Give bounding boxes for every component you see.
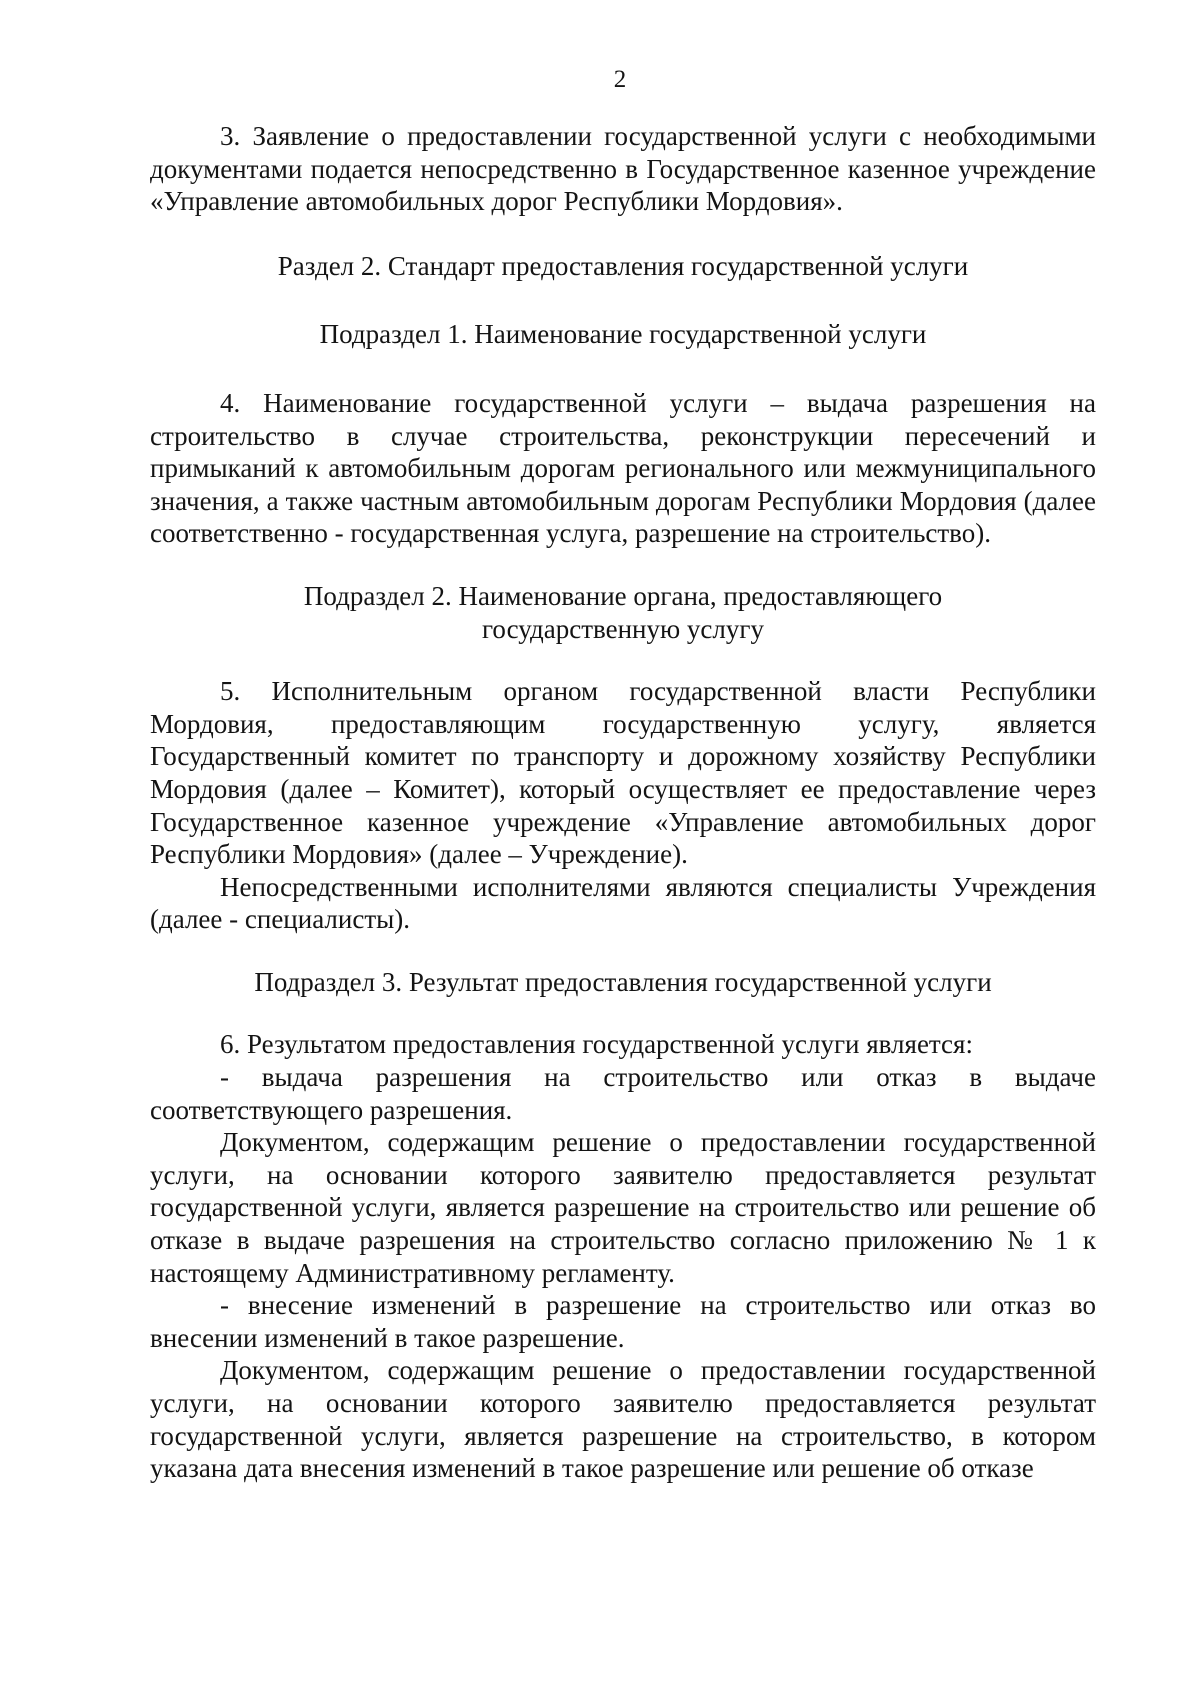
subsection-2-title xyxy=(150,580,1096,645)
document-body xyxy=(150,120,1096,1485)
paragraph-6-document-changes: Документом, содержащим решение о предоставлении государственной услуги, на основании которого заявителю предоставляется результат государственной услуги, является разрешение на строительство, в котором указана дата внесения изменений в такое разрешение или решение об отказе xyxy=(150,1355,1096,1484)
paragraph-5: 5. Исполнительным органом государственной власти Республики Мордовия, предоставляющим государственную услугу, является Государственный комитет по транспорту и дорожному хозяйству Республики Мордовия (далее – Комитет), который осуществляет ее предоставление через Государственное казенное учреждение «Управление автомобильных дорог Республики Мордовия» (далее – Учреждение). xyxy=(150,676,1096,870)
paragraph-4: 4. Наименование государственной услуги – выдача разрешения на строительство в случае строительства, реконструкции пересечений и примыканий к автомобильным дорогам регионального или межмуниципального значения, а также частным автомобильным дорогам Республики Мордовия (далее соответственно - государственная услуга, разрешение на строительство). xyxy=(150,387,1096,549)
subsection-2-title-line-1: Подраздел 2. Наименование органа, предоставляющего xyxy=(303,580,943,611)
section-2-title: Раздел 2. Стандарт предоставления государственной услуги xyxy=(277,250,969,281)
paragraph-6: 6. Результатом предоставления государственной услуги является: xyxy=(220,1029,973,1060)
subsection-3-title: Подраздел 3. Результат предоставления государственной услуги xyxy=(254,966,992,997)
paragraph-3: 3. Заявление о предоставлении государственной услуги с необходимыми документами подается непосредственно в Государственное казенное учреждение «Управление автомобильных дорог Республики Мордовия». xyxy=(150,121,1096,217)
paragraph-6-item-permit: - выдача разрешения на строительство или отказ в выдаче соответствующего разрешения. xyxy=(150,1062,1096,1125)
paragraph-6-item-changes: - внесение изменений в разрешение на строительство или отказ во внесении изменений в такое разрешение. xyxy=(150,1290,1096,1353)
paragraph-6-document-permit: Документом, содержащим решение о предоставлении государственной услуги, на основании которого заявителю предоставляется результат государственной услуги, является разрешение на строительство или решение об отказе в выдаче разрешения на строительство согласно приложению № 1 к настоящему Административному регламенту. xyxy=(150,1127,1096,1288)
subsection-1-title: Подраздел 1. Наименование государственной услуги xyxy=(319,319,927,350)
subsection-2-title-line-2: государственную услугу xyxy=(482,613,764,644)
paragraph-5-executors: Непосредственными исполнителями являются специалисты Учреждения (далее - специалисты). xyxy=(150,871,1096,935)
page-number: 2 xyxy=(613,66,627,93)
